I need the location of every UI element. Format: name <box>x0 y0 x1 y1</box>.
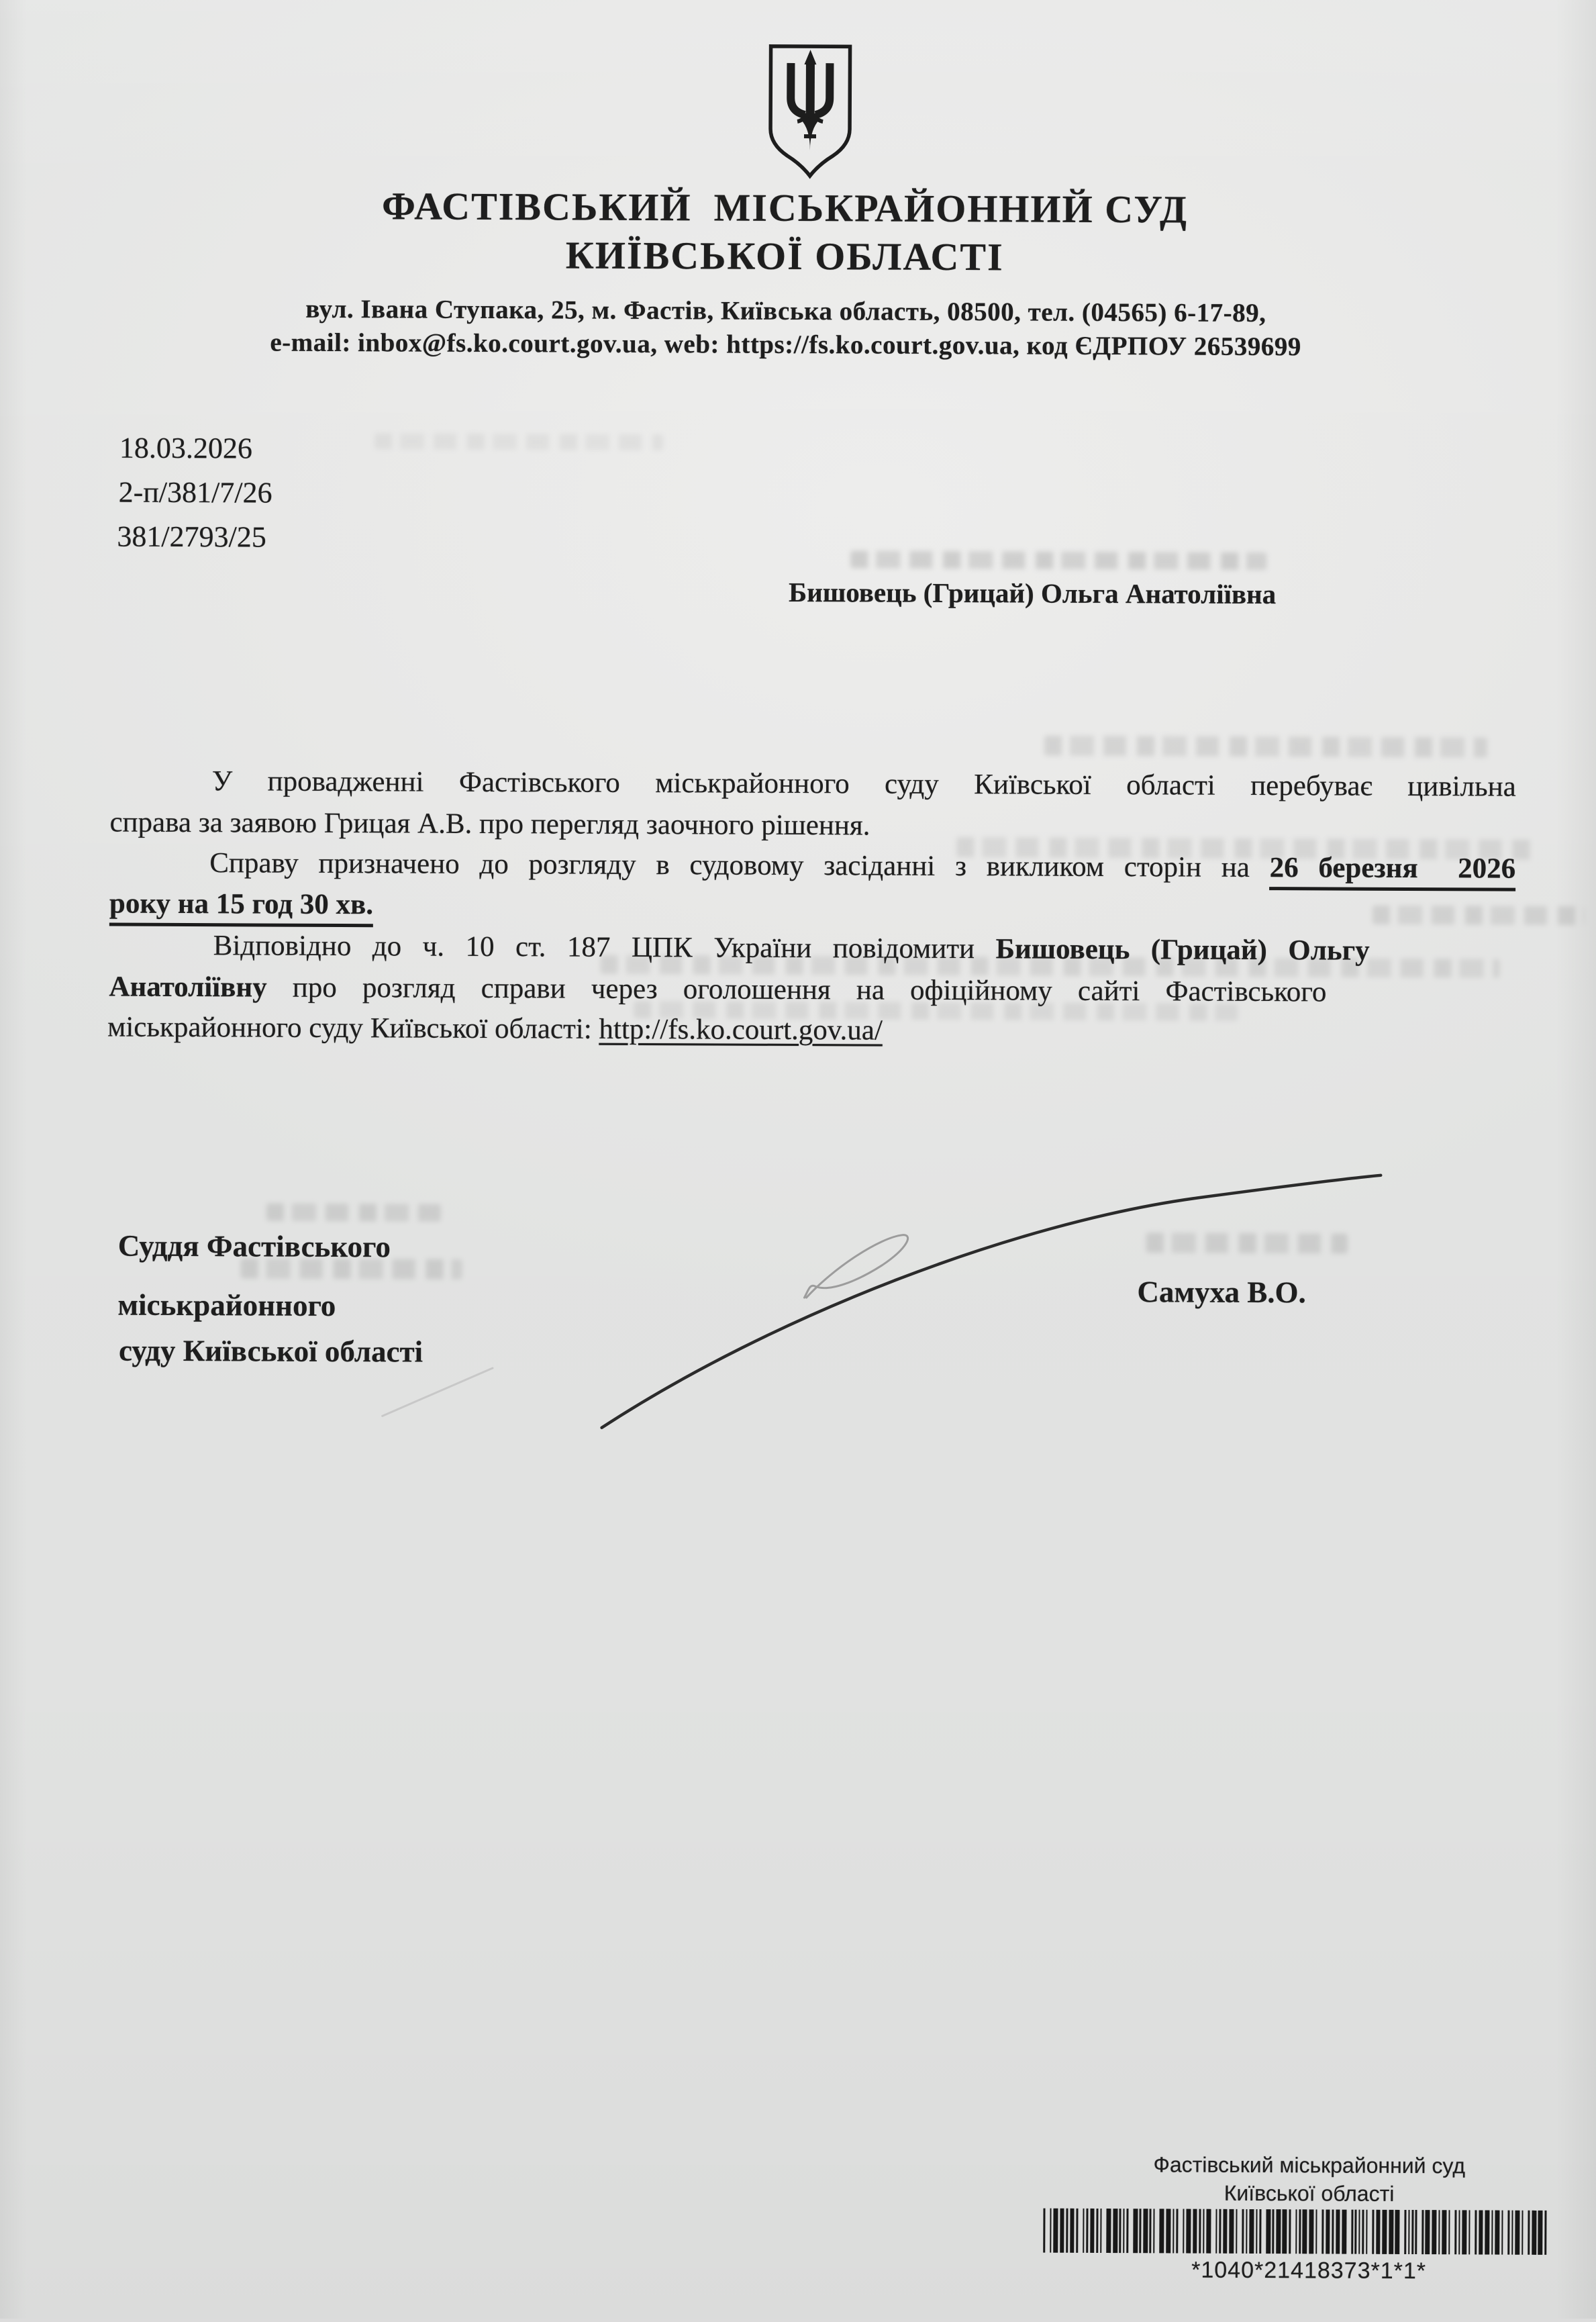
case-number: 381/2793/25 <box>117 520 266 554</box>
judge-title-line2: міськрайонного <box>117 1288 336 1323</box>
hearing-scheduled-text: Справу призначено до розгляду в судовому засіданні з викликом сторін на <box>209 847 1270 884</box>
court-name-line1: ФАСТІВСЬКИЙ МІСЬКРАЙОННИЙ СУД <box>381 184 1189 232</box>
notify-person-name-bold: Бишовець (Грицай) Ольгу <box>995 933 1370 967</box>
barcode-value-label: *1040*21418373*1*1* <box>1191 2257 1427 2284</box>
notify-text: Відповідно до ч. 10 ст. 187 ЦПК України повідомити <box>213 930 996 965</box>
bleed-through-artifact <box>1373 906 1585 925</box>
addressee-name: Бишовець (Грицай) Ольга Анатоліївна <box>788 576 1277 610</box>
judge-title-line1: Суддя Фастівського <box>117 1228 391 1264</box>
body-paragraph1-line2: справа за заявою Грицая А.В. про перегляд заочного рішення. <box>109 806 870 842</box>
letter-date: 18.03.2026 <box>119 431 253 465</box>
proceeding-number: 2-п/381/7/26 <box>118 475 272 510</box>
hearing-date-underlined: 26 березня 2026 <box>1270 852 1516 891</box>
court-name-line2: КИЇВСЬКОЇ ОБЛАСТІ <box>565 233 1004 279</box>
judge-name: Самуха В.О. <box>1137 1275 1306 1310</box>
hearing-time-underlined: року на 15 год 30 хв. <box>109 888 373 928</box>
coat-of-arms-emblem <box>765 43 856 181</box>
bleed-through-artifact <box>850 550 1266 570</box>
ukraine-trident-icon <box>765 43 856 181</box>
court-website-url: http://fs.ko.court.gov.ua/ <box>599 1013 883 1047</box>
judge-title-line3: суду Київської області <box>118 1333 423 1369</box>
body-paragraph1-line1: У провадженні Фастівського міськрайонного суду Київської області перебуває цивільна <box>211 765 1516 803</box>
handwritten-signature <box>356 1132 1432 1453</box>
body-paragraph2-line1 <box>109 846 1515 885</box>
body-paragraph3-line1 <box>109 929 1370 967</box>
case-barcode <box>1043 2209 1546 2255</box>
announcement-text: про розгляд справи через оголошення на офіційному сайті Фастівського <box>266 971 1327 1008</box>
court-contacts-line: e-mail: inbox@fs.ko.court.gov.ua, web: https://fs.ko.court.gov.ua, код ЄДРПОУ 26539699 <box>270 328 1301 362</box>
body-paragraph3-line3 <box>107 1011 883 1047</box>
court-address-line: вул. Івана Ступака, 25, м. Фастів, Київська область, 08500, тел. (04565) 6-17-89, <box>305 294 1266 328</box>
footer-court-line1: Фастівський міськрайонний суд <box>1153 2152 1466 2178</box>
bleed-through-artifact <box>375 433 663 450</box>
footer-court-line2: Київської області <box>1224 2180 1395 2206</box>
notify-person-patronymic-bold: Анатоліївну <box>109 971 267 1004</box>
bleed-through-artifact <box>1044 736 1487 758</box>
court-site-text: міськрайонного суду Київської області: <box>107 1011 599 1045</box>
body-paragraph3-line2 <box>109 971 1326 1009</box>
body-paragraph2-line2 <box>109 887 373 922</box>
